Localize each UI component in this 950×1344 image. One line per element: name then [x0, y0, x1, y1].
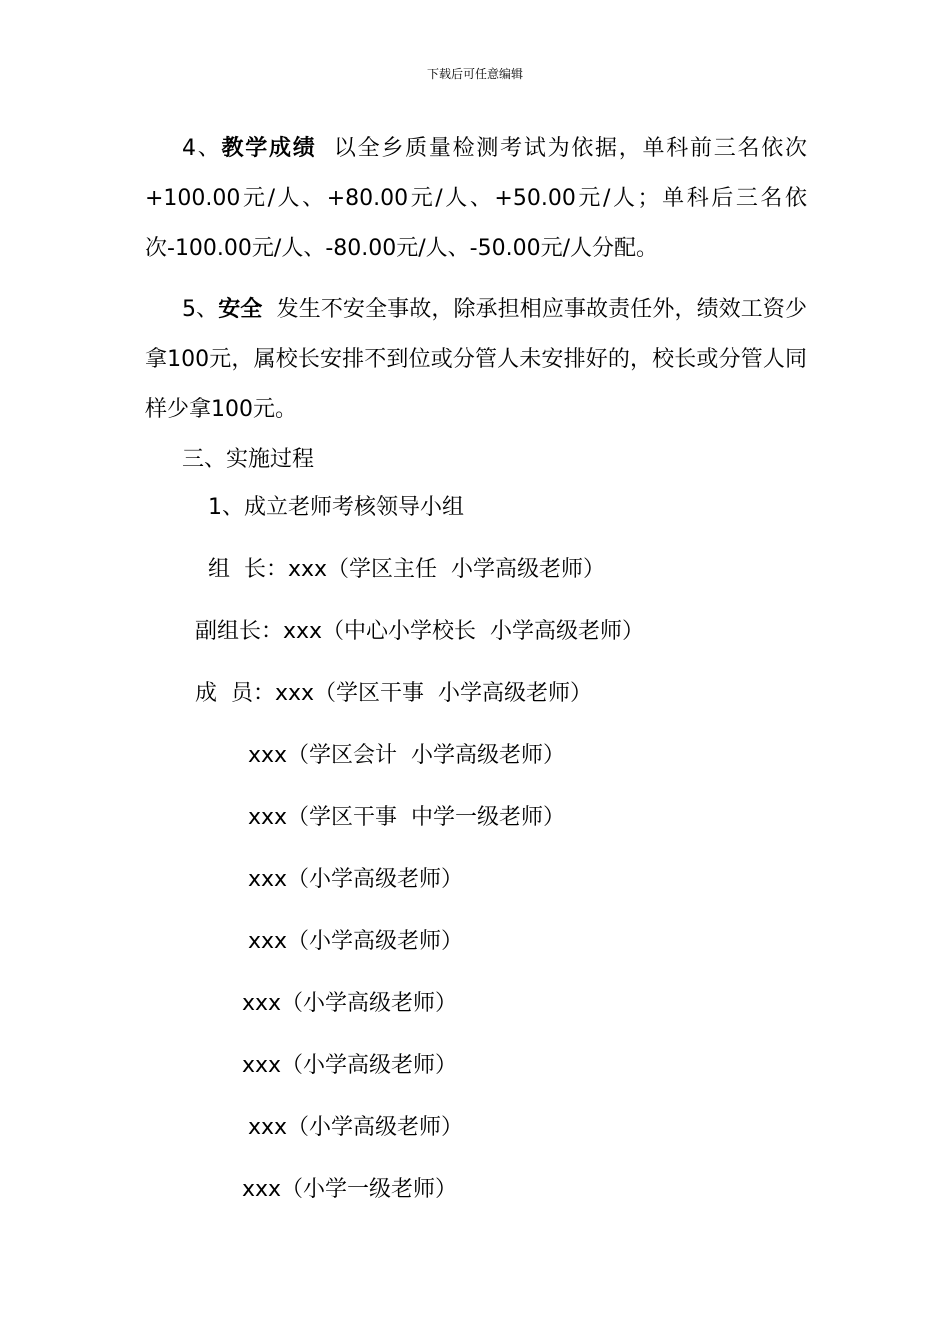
group-member: xxx（小学一级老师）	[242, 1177, 458, 1202]
group-member: xxx（学区干事 中学一级老师）	[248, 805, 566, 830]
section-teaching-results	[145, 124, 807, 274]
section-number: 4、	[182, 136, 222, 161]
section-number: 5、	[182, 297, 219, 322]
group-member: xxx（学区会计 小学高级老师）	[248, 743, 566, 768]
group-member: xxx（小学高级老师）	[248, 929, 464, 954]
group-leader: 组 长：xxx（学区主任 小学高级老师）	[208, 557, 606, 582]
group-member: xxx（小学高级老师）	[248, 867, 464, 892]
group-vice-leader: 副组长：xxx（中心小学校长 小学高级老师）	[195, 619, 645, 644]
group-member-first: 成 员：xxx（学区干事 小学高级老师）	[195, 681, 593, 706]
page-header: 下载后可任意编辑	[426, 67, 523, 81]
section-body: 以全乡质量检测考试为依据，单科前三名依次+100.00元/人、+80.00元/人、+50.00元/人；单科后三名依次-100.00元/人、-80.00元/人、-50.00元/人分配。	[145, 136, 807, 261]
process-heading: 三、实施过程	[182, 447, 315, 472]
group-member: xxx（小学高级老师）	[248, 1115, 464, 1140]
section-safety	[145, 285, 807, 435]
group-member: xxx（小学高级老师）	[242, 991, 458, 1016]
section-title: 安全	[218, 297, 263, 322]
group-member: xxx（小学高级老师）	[242, 1053, 458, 1078]
section-body: 发生不安全事故，除承担相应事故责任外，绩效工资少拿100元，属校长安排不到位或分管人未安排好的，校长或分管人同样少拿100元。	[145, 297, 807, 422]
group-heading: 1、成立老师考核领导小组	[208, 495, 464, 520]
section-title: 教学成绩	[221, 136, 317, 161]
